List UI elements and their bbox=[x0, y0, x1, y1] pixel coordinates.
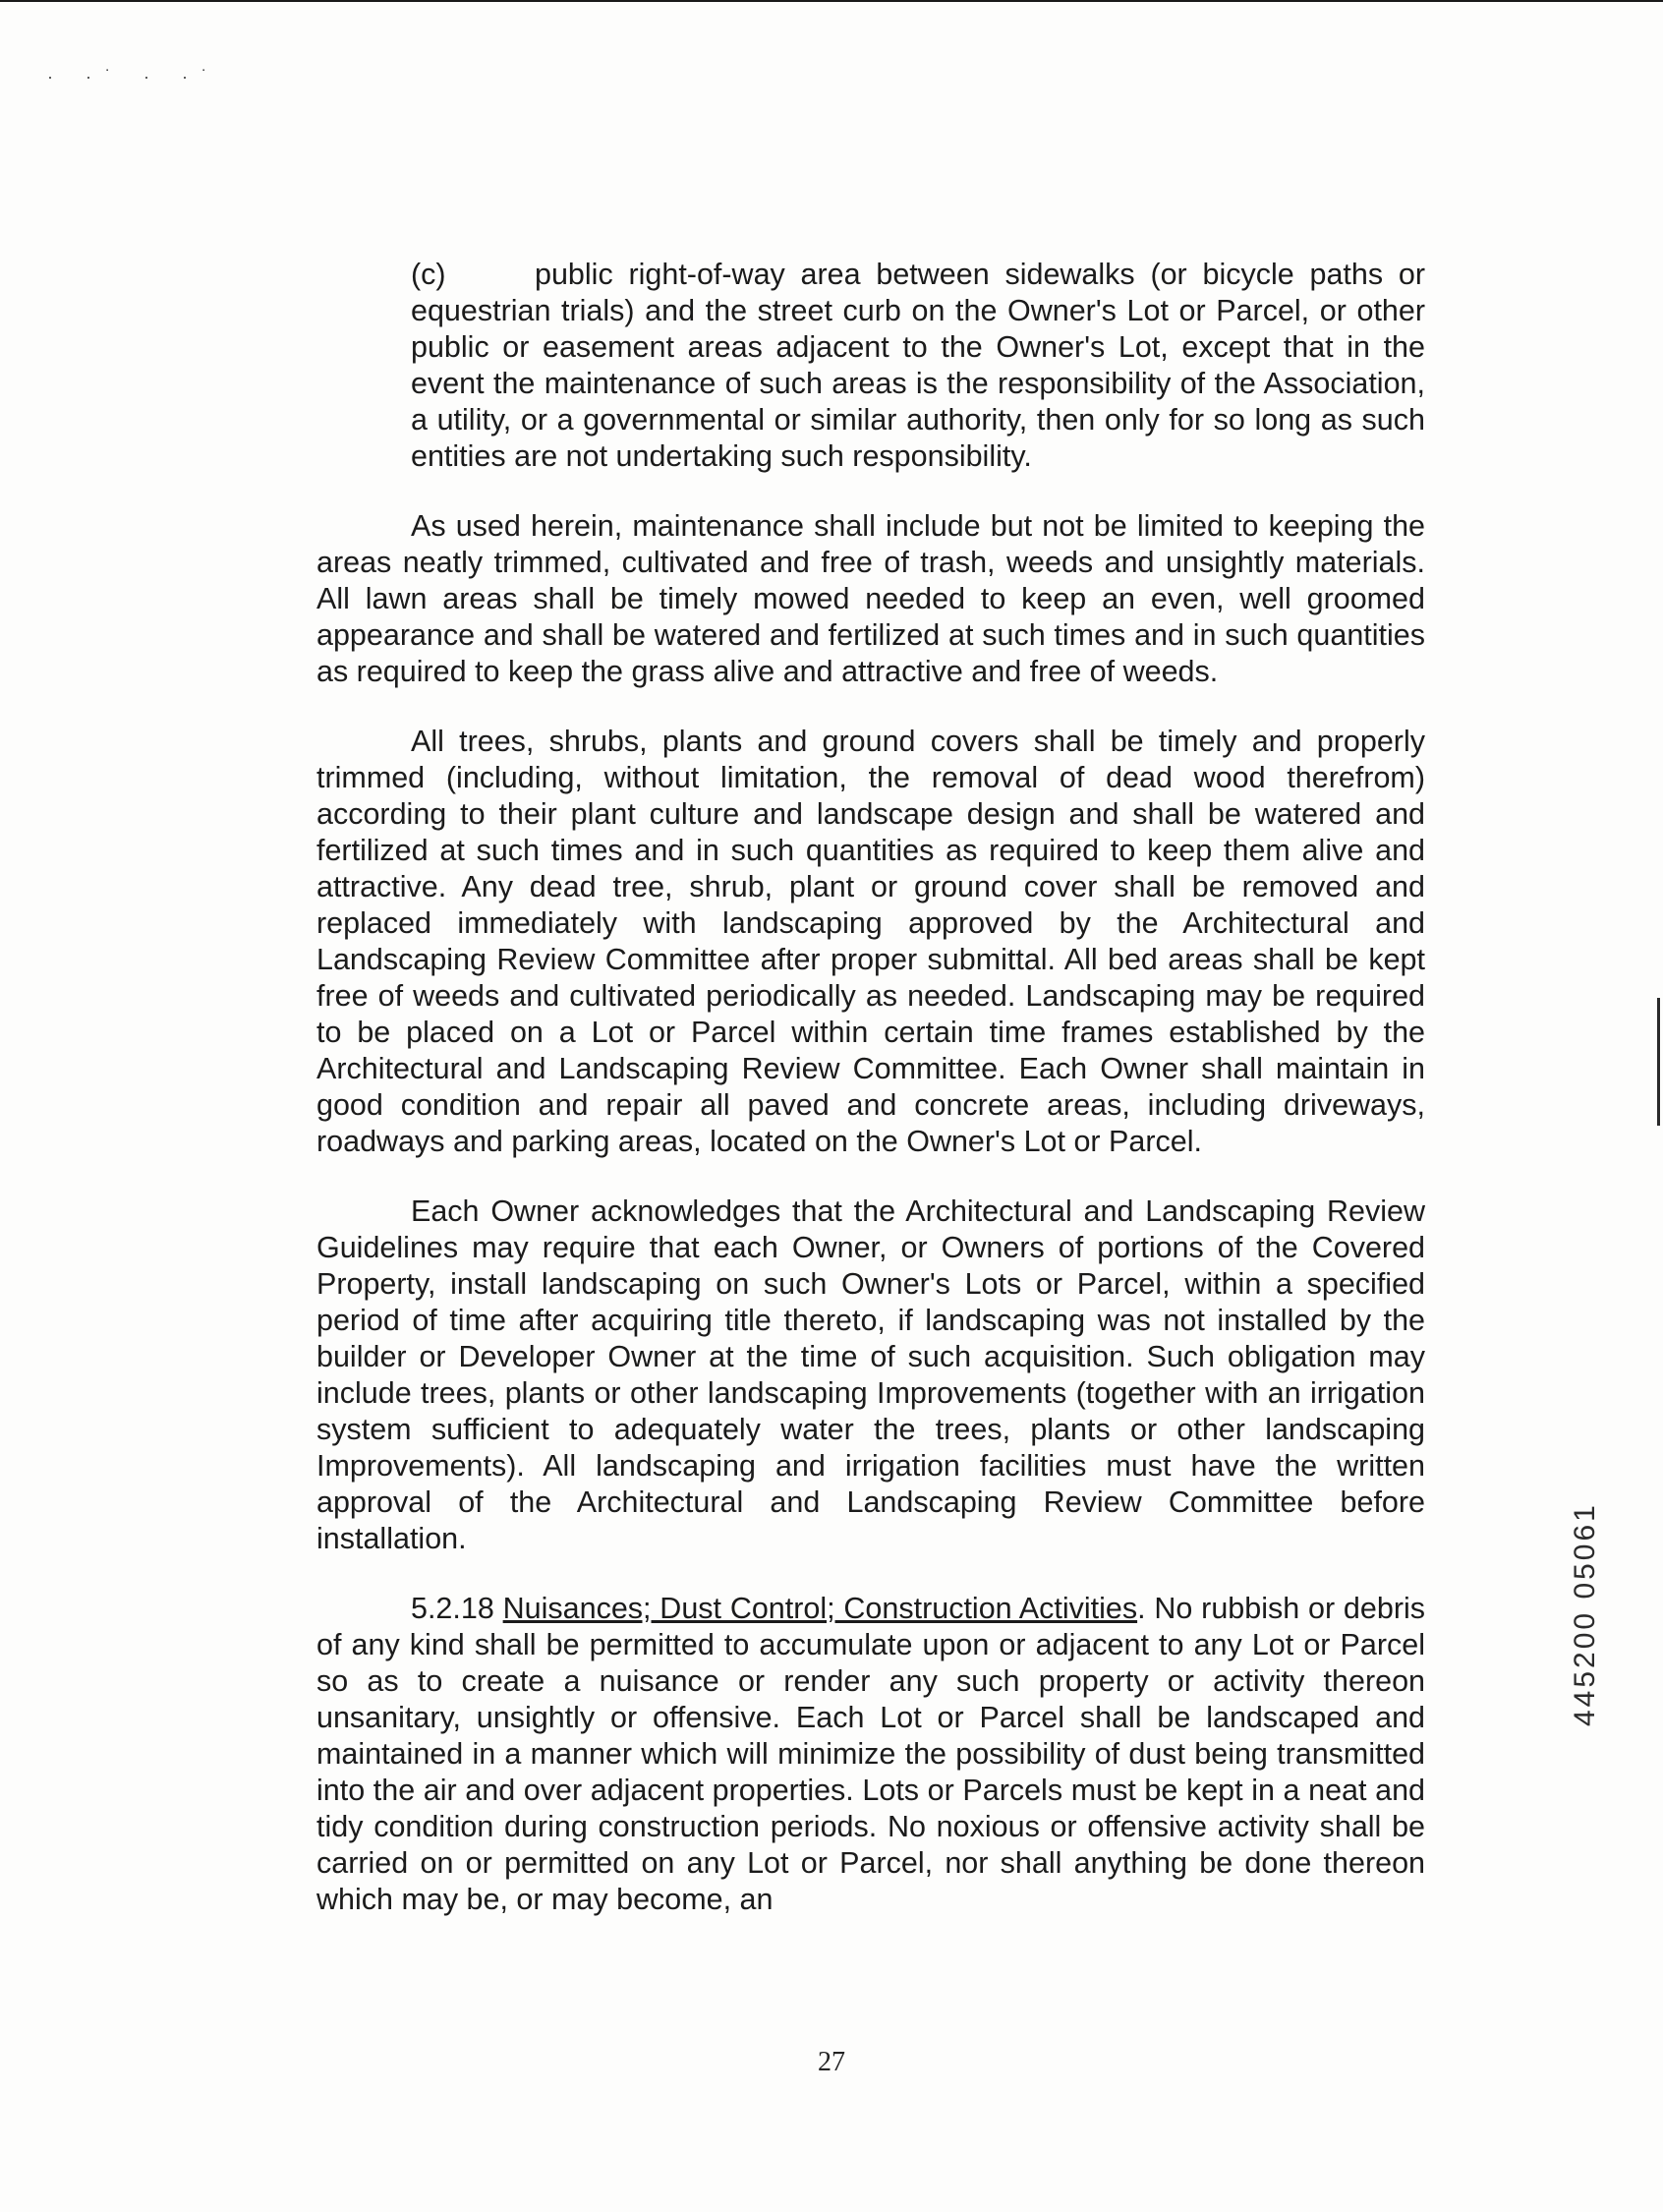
paragraph-owner-acknowledgement: Each Owner acknowledges that the Architectural and Landscaping Review Guidelines may require that each Owner, or Owners of portions of the Covered Property, install landscaping on such Owner's Lots or Parcel, within a specified period of time after acquiring title thereto, if landscaping was not installed by the builder or Developer Owner at the time of such acquisition. Such obligation may include trees, plants or other landscaping Improvements (together with an irrigation system sufficient to adequately water the trees, plants or other landscaping Improvements). All landscaping and irrigation facilities must have the written approval of the Architectural and Landscaping Review Committee before installation. bbox=[316, 1194, 1425, 1555]
section-5-2-18 bbox=[316, 1591, 1425, 1918]
scan-top-edge bbox=[0, 0, 1663, 2]
section-heading: Nuisances; Dust Control; Construction Activities bbox=[502, 1592, 1138, 1625]
paragraph-c-label: (c) bbox=[411, 258, 446, 291]
paragraph-c bbox=[411, 257, 1425, 475]
scan-specks: · ·˙ · ·˙ bbox=[47, 67, 221, 87]
page-number: 27 bbox=[818, 2047, 845, 2077]
section-number: 5.2.18 bbox=[411, 1592, 494, 1625]
paragraph-trees-shrubs: All trees, shrubs, plants and ground covers shall be timely and properly trimmed (including, without limitation, the removal of dead wood therefrom) according to their plant culture and landscape design and shall be watered and fertilized at such times and in such quantities as required to keep them alive and attractive. Any dead tree, shrub, plant or ground cover shall be removed and replaced immediately with landscaping approved by the Architectural and Landscaping Review Committee after proper submittal. All bed areas shall be kept free of weeds and cultivated periodically as needed. Landscaping may be required to be placed on a Lot or Parcel within certain time frames established by the Architectural and Landscaping Review Committee. Each Owner shall maintain in good condition and repair all paved and concrete areas, including driveways, roadways and parking areas, located on the Owner's Lot or Parcel. bbox=[316, 725, 1425, 1158]
side-stamp-number: 445200 05061 bbox=[1569, 1502, 1601, 1726]
paragraph-maintenance-definition: As used herein, maintenance shall include but not be limited to keeping the areas neatly trimmed, cultivated and free of trash, weeds and unsightly materials. All lawn areas shall be timely mowed needed to keep an even, well groomed appearance and shall be watered and fertilized at such times and in such quantities as required to keep the grass alive and attractive and free of weeds. bbox=[316, 509, 1425, 688]
paragraph-c-text: public right-of-way area between sidewalks (or bicycle paths or equestrian trials) and the street curb on the Owner's Lot or Parcel, or other public or easement areas adjacent to the Owner's Lot, except that in the event the maintenance of such areas is the responsibility of the Association, a utility, or a governmental or similar authority, then only for so long as such entities are not undertaking such responsibility. bbox=[411, 258, 1425, 473]
scan-right-edge bbox=[1657, 998, 1660, 1126]
document-body bbox=[316, 257, 1425, 1951]
section-text: No rubbish or debris of any kind shall be permitted to accumulate upon or adjacent to any Lot or Parcel so as to create a nuisance or render any such property or activity thereon unsanitary, unsightly or offensive. Each Lot or Parcel shall be landscaped and maintained in a manner which will minimize the possibility of dust being transmitted into the air and over adjacent properties. Lots or Parcels must be kept in a neat and tidy condition during construction periods. No noxious or offensive activity shall be carried on or permitted on any Lot or Parcel, nor shall anything be done thereon which may be, or may become, an bbox=[316, 1592, 1426, 1916]
section-heading-period: . bbox=[1137, 1592, 1146, 1625]
